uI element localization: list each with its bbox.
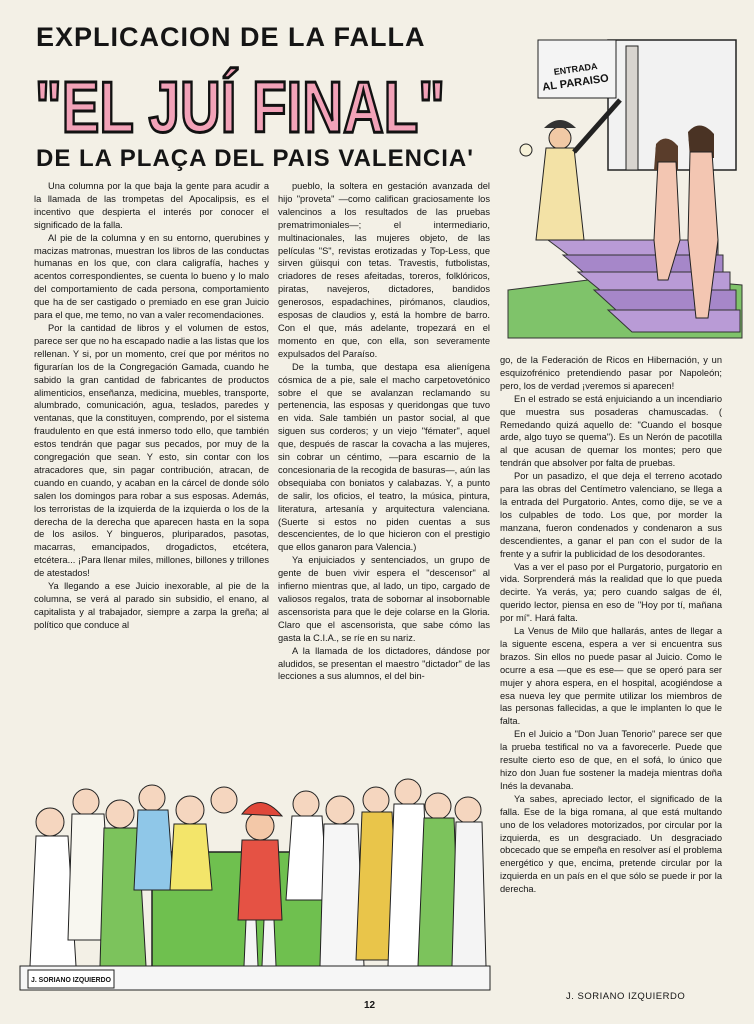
paragraph: go, de la Federación de Ricos en Hibernación, y un esquizofrénico pretendiendo pasar por Napoleón; pero, los de verdad ¡veremos si aparecen! [500, 355, 722, 391]
title-line-3: DE LA PLAÇA DEL PAIS VALENCIA' [36, 145, 474, 172]
article-column-3 [500, 354, 722, 896]
paragraph: Por un pasadizo, el que deja el terreno acotado para las obras del Centímetro valenciano, se llega a la entrada del Purgatorio. Antes, como dije, se ve a los culpables de todo. Los que, por morder la manzana, fueron condenados y condenaron a sus descendientes, a ganar el pan con el sudor de la frente y a sufrir la publicidad de los desodorantes. [500, 471, 722, 559]
paragraph: Una columna por la que baja la gente para acudir a la llamada de las trompetas del Apocalipsis, es el incentivo que despierta el interés por conocer el significado de la falla. [34, 181, 269, 230]
paragraph: Ya enjuiciados y sentenciados, un grupo de gente de buen vivir espera el "descensor" al infierno mientras que, al lado, un tipo, cargado de valiosos regalos, trata de sobornar al insobornable ascensorista para que le deje colarse en la Gloria. Claro que el ascensorista, que sabe cómo las gasta la C.I.A., se ríe en su nariz. [278, 555, 490, 643]
title-main-text: "EL JUÍ FINAL" [35, 68, 445, 148]
title-main [30, 58, 450, 146]
paragraph: Por la cantidad de libros y el volumen de estos, parece ser que no ha escapado nadie a las listas que los rellenan. Y si, por un momento, creí que por méritos no figurarían los de la Congregación Gamada, cuando he sabido la gran cantidad de fabricantes de productos alimenticios, enseñanza, medicina, muebles, transporte, alumbrado, comunicación, agua, teslados, paredes y ventanas, que la constituyen, comprendo, por el sistema fraudulento en que está inmerso todo ello, que también estos tendrán que pagar sus pecados, por muy de la congregación que sean. Y esto, sin contar con los atracadores que, sin pagar contribución, atracan, de cuando en cuando, y acaban en la cárcel de donde sólo salen los domingos para robar a sus esposas. Además, los terroristas de la izquierda de la izquierda o los de la derecha de la derecha que aparecen hasta en la sopa de los asilos. Y bingueros, pluriparados, pasotas, macarras, emancipados, drogadictos, etcétera, etcétera... ¡Para llenar miles, millones, billones y trillones de atestados! [34, 322, 269, 579]
page-number: 12 [364, 1000, 376, 1011]
paragraph: Vas a ver el paso por el Purgatorio, purgatorio en vida. Sorprenderá más la realidad que lo que pueda decirte. Ya verás, ya; pero cuando salgas de él, querido lector, piensa en eso de "Hoy por tí, mañana por mí". Hará falta. [500, 561, 722, 624]
paragraph: La Venus de Milo que hallarás, antes de llegar a la siguente escena, espera a ver si encuentra sus brazos. Sin ellos no puede pasar al Juicio. Como le ocurre a esa —que es ese— que se operó para ser mujer y ahora espera, en el hospital, acogiéndose a esa nueva ley que permite utilizar los miembros de las personas fallecidas, a que le implanten lo que le falta. [500, 626, 722, 727]
paragraph: De la tumba, que destapa esa alienígena cósmica de a pie, sale el macho carpetovetónico sobre el que se avalanzan reclamando su pertenencia, las esposas y queridongas que tuvo en vida. Sale también un pastor social, al que siguen sus corderos; y un viejo "fémater", aquel que, después de rascar la covacha a las mujeres, sin cobrar un céntimo, —para escarnio de la concesionaria de la recogida de basuras—, aún las obsequiaba con boniatos y calabazas. Y, a punto de salir, los oficios, el teatro, la música, pintura, literatura, artesanía y arquitectura valenciana. (Suerte si estos no piden cuentas a sus descencientes, de lo que hicieron con el prestigio que ellos ganaron para Valencia.) [278, 361, 490, 553]
article-author: J. SORIANO IZQUIERDO [566, 991, 686, 1002]
paragraph: Ya llegando a ese Juicio inexorable, al pie de la columna, se verá al parado sin subsidio, el enano, al capitalista y al trabajador, siempre a zarpa la greña; al político que conduce al [34, 581, 269, 630]
crowd-judgement-illustration [20, 770, 490, 992]
title-line-1: EXPLICACION DE LA FALLA [36, 22, 426, 52]
paragraph: A la llamada de los dictadores, dándose por aludidos, se presentan el maestro "dictador" de las lecciones a sus alumnos, el del bin- [278, 645, 490, 682]
paragraph: En el Juicio a "Don Juan Tenorio" parece ser que la prueba testifical no va a favorecerle. Puede que resulte cierto eso de que, en el sofá, lo único que hizo don Juan fue sostener la madeja mientras doña Inés la devanaba. [500, 729, 722, 791]
paragraph: En el estrado se está enjuiciando a un incendiario que muestra sus posaderas chamuscadas. ( Remedando quizá aquello de: "Cuando el bosque arde, algo tuyo se quema"). Es un Nerón de pacotilla al que acusan de quemar los montes; pero que tendrán que absolver por falta de pruebas. [500, 393, 722, 469]
illustrator-signature: J. SORIANO IZQUIERDO [31, 977, 112, 984]
paragraph: Al pie de la columna y en su entorno, querubines y macizas matronas, muestran los libros de las conductas humanas en los que, con clara caligrafía, haches y acentos correspondientes, se cuenta lo bueno y lo malo del comportamiento de cada persona, comportamiento que ha de ser castigado o premiado en ese gran Juicio para el que, me temo, no van a valer recomendaciones. [34, 232, 269, 321]
svg-text:ENTRADA: ENTRADA [553, 61, 599, 78]
svg-text:AL PARAISO: AL PARAISO [541, 72, 610, 94]
paradise-entrance-illustration [508, 40, 742, 338]
article-column-2 [278, 180, 490, 683]
article-column-1 [34, 180, 269, 632]
paragraph: Ya sabes, apreciado lector, el significado de la falla. Ese de la biga romana, al que está multando uno de los veladores motorizados, por circular por la izquierda, es un desgraciado. Un desgraciado obcecado que se empeña en resolver así el problema energético y que, encima, pretende circular por la izquierda en un país en el que sólo se puede ir por la derecha. [500, 793, 722, 895]
paragraph: pueblo, la soltera en gestación avanzada del hijo "proveta" —como califican graciosamente los valencinos a los resultados de las pruebas prematrimoniales—; el intermediario, multinacionales, las mujeres objeto, de las películas "S", revistas erotizadas y Top-Less, que sirven güisqui con tetas. Travestis, futbolistas, criadores de reses afeitadas, toreros, folklóricos, piratas, navejeros, dictadores, bandidos generosos, espadachines, pirómanos, claudios, esposas de claudios y, está la hombre de barro. Con el que, más adelante, tropezará en el momento en que, con ella, son severamente expulsados del Paraíso. [278, 181, 490, 359]
